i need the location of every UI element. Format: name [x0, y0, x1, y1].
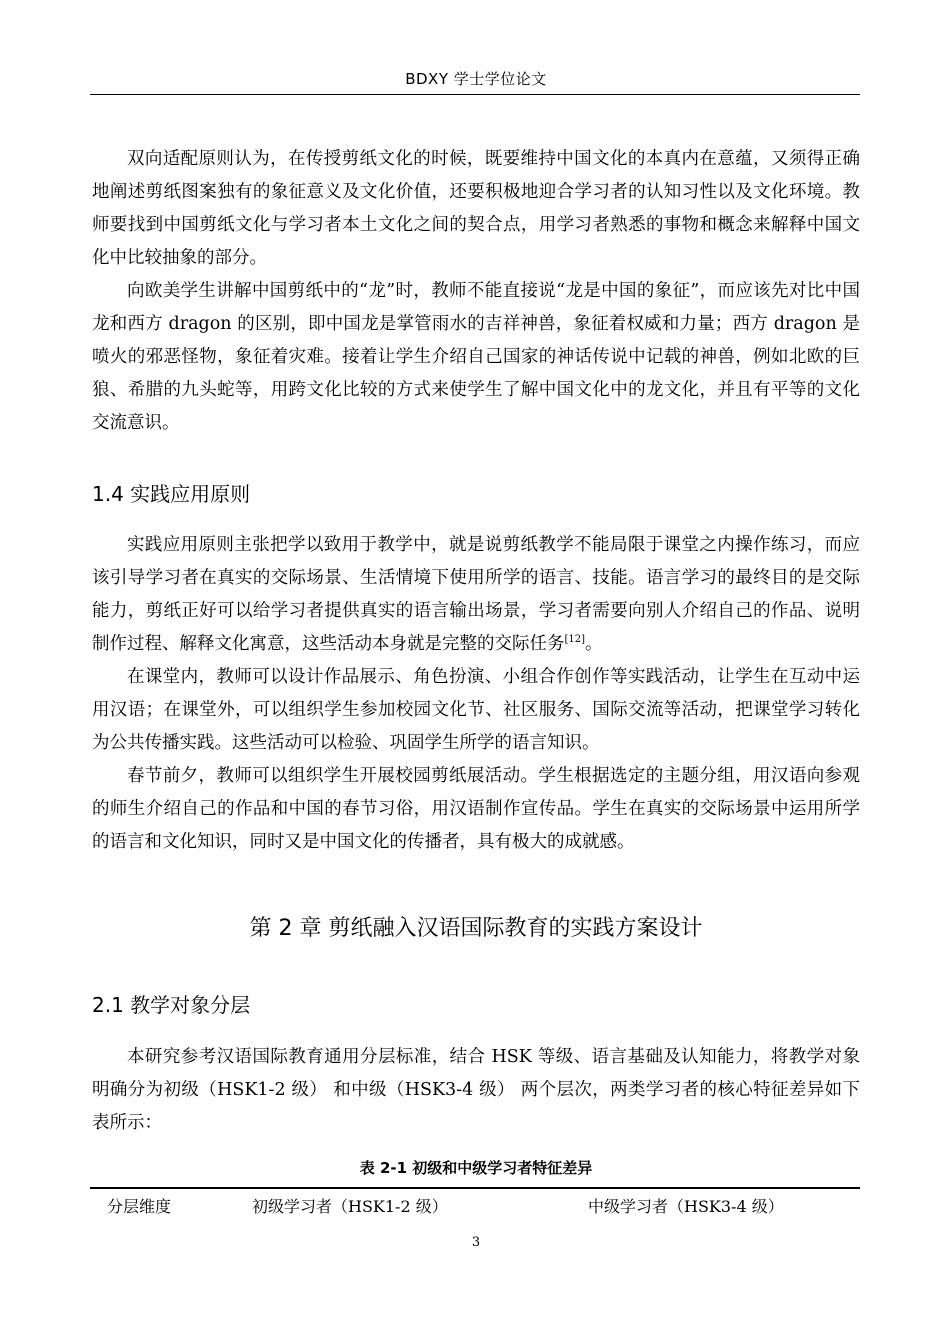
page-number: 3 — [471, 1235, 481, 1250]
running-header: BDXY 学士学位论文 — [405, 70, 547, 88]
paragraph-spring-festival: 春节前夕，教师可以组织学生开展校园剪纸展活动。学生根据选定的主题分组，用汉语向参观的师生介绍自己的作品和中国的春节习俗，用汉语制作宣传品。学生在真实的交际场景中运用所学的语言和文化知识，同时又是中国文化的传播者，具有极大的成就感。 — [92, 766, 860, 852]
paragraph-practice-principle-text: 实践应用原则主张把学以致用于教学中，就是说剪纸教学不能局限于课堂之内操作练习，而应该引导学习者在真实的交际场景、生活情境下使用所学的语言、技能。语言学习的最终目的是交际能力，剪纸正好可以给学习者提供真实的语言输出场景，学习者需要向别人介绍自己的作品、说明制作过程、解释文化寓意，这些活动本身就是完整的交际任务 — [92, 535, 860, 654]
table-header-intermediate: 中级学习者（HSK3-4 级） — [588, 1197, 784, 1216]
paragraph-end-punctuation: 。 — [585, 634, 603, 654]
paragraph-classroom-activities: 在课堂内，教师可以设计作品展示、角色扮演、小组合作创作等实践活动，让学生在互动中运用汉语；在课堂外，可以组织学生参加校园文化节、社区服务、国际交流等活动，把课堂学习转化为公共传播实践。这些活动可以检验、巩固学生所学的语言知识。 — [92, 667, 860, 753]
citation-reference: [12] — [564, 634, 586, 646]
paragraph-dragon-example: 向欧美学生讲解中国剪纸中的“龙”时，教师不能直接说“龙是中国的象征”，而应该先对比中国龙和西方 dragon 的区别，即中国龙是掌管雨水的吉祥神兽，象征着权威和力量；西方 dragon 是喷火的邪恶怪物，象征着灾难。接着让学生介绍自己国家的神话传说中记载的神兽，例如北欧的巨狼、希腊的九头蛇等，用跨文化比较的方式来使学生了解中国文化中的龙文化，并且有平等的文化交流意识。 — [92, 281, 860, 433]
paragraph-learner-stratification: 本研究参考汉语国际教育通用分层标准，结合 HSK 等级、语言基础及认知能力，将教学对象明确分为初级（HSK1-2 级） 和中级（HSK3-4 级） 两个层次，两类学习者的核心特征差异如下表所示： — [92, 1047, 860, 1133]
paragraph-bidirectional-adaptation: 双向适配原则认为，在传授剪纸文化的时候，既要维持中国文化的本真内在意蕴，又须得正确地阐述剪纸图案独有的象征意义及文化价值，还要积极地迎合学习者的认知习性以及文化环境。教师要找到中国剪纸文化与学习者本土文化之间的契合点，用学习者熟悉的事物和概念来解释中国文化中比较抽象的部分。 — [92, 149, 860, 268]
table-header-beginner: 初级学习者（HSK1-2 级） — [252, 1197, 448, 1216]
section-heading-1-4: 1.4 实践应用原则 — [92, 482, 251, 506]
table-top-rule — [90, 1187, 860, 1189]
table-header-dimension: 分层维度 — [107, 1197, 172, 1216]
table-caption: 表 2-1 初级和中级学习者特征差异 — [359, 1159, 593, 1177]
chapter-title: 第 2 章 剪纸融入汉语国际教育的实践方案设计 — [249, 916, 703, 941]
header-divider — [90, 94, 860, 95]
section-heading-2-1: 2.1 教学对象分层 — [92, 993, 251, 1017]
paragraph-practice-principle — [92, 529, 860, 661]
